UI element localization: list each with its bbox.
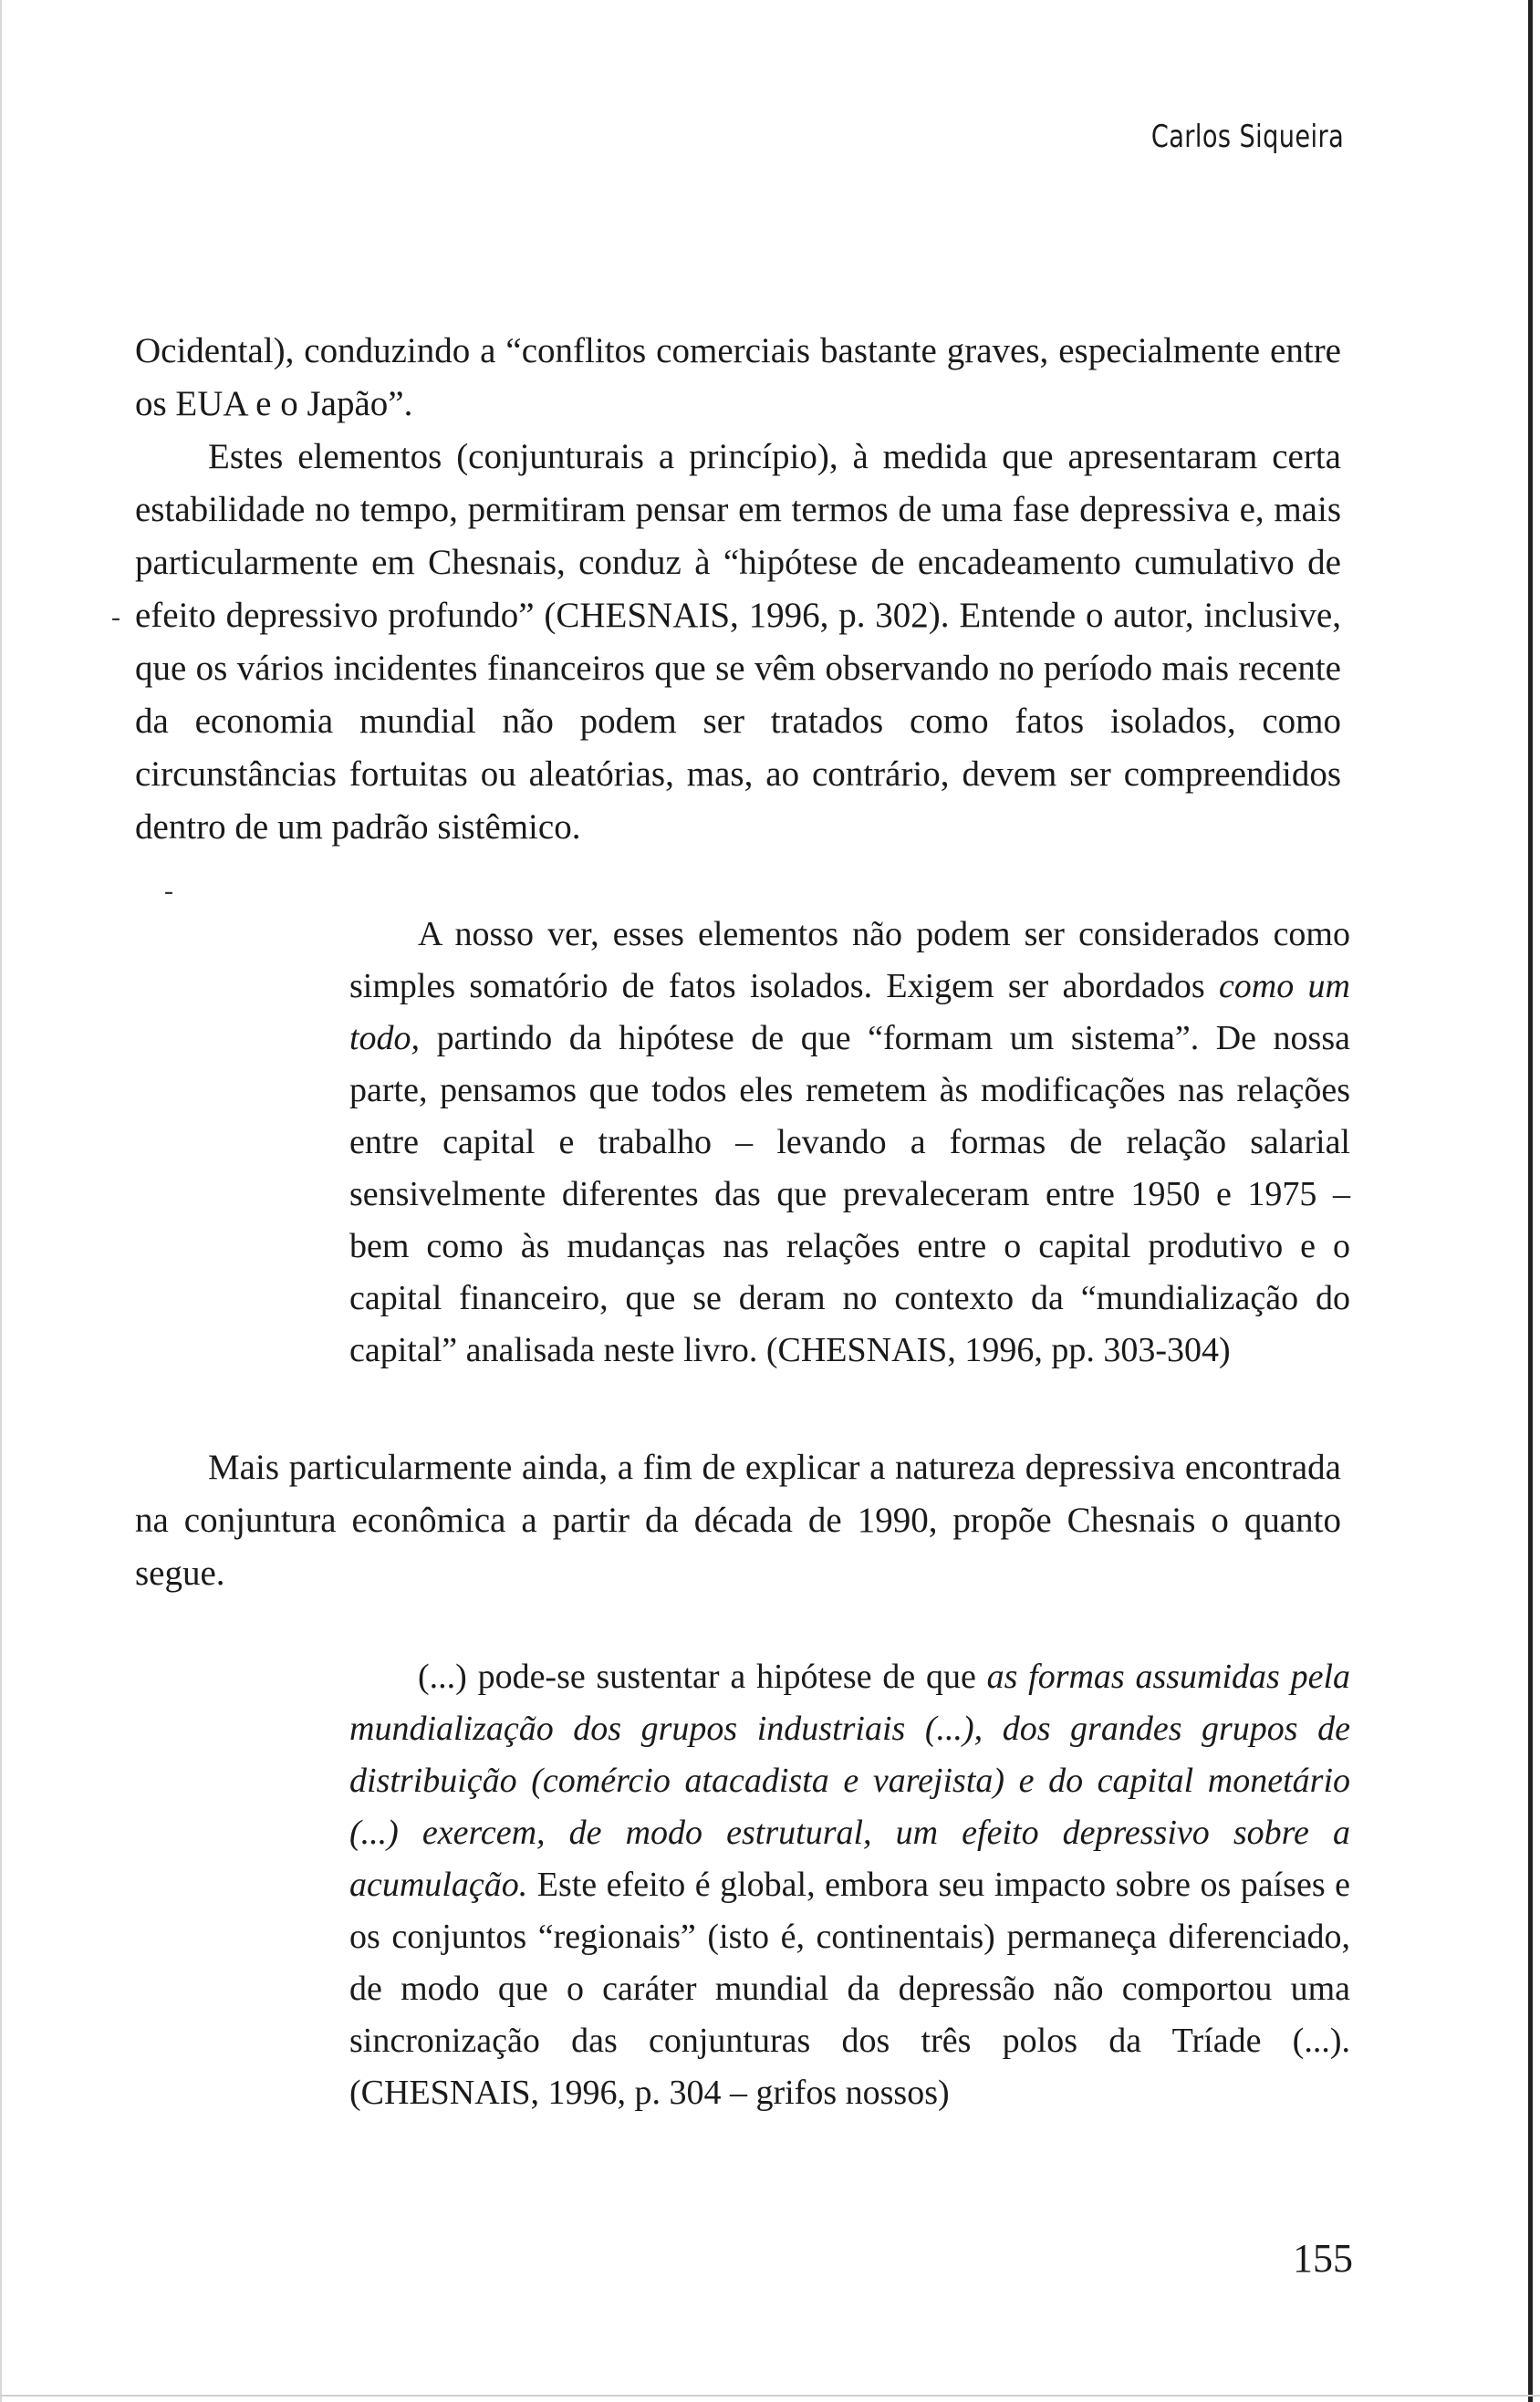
running-header-author: Carlos Siqueira [1150, 119, 1344, 155]
quote-1-text-start: A nosso ver, esses elementos não podem ser considerados como simples somatório de fatos isolados. Exigem ser abordados [349, 915, 1350, 1005]
quote-2-text-end: Este efeito é global, embora seu impacto sobre os países e os conjuntos “regionais” (isto é, continentais) permaneça diferenciado, de modo que o caráter mundial da depressão não comportou uma sincronização das conjunturas dos três polos da Tríade (...). (CHESNAIS, 1996, p. 304 – grifos nossos) [349, 1866, 1350, 2112]
block-quote-2 [349, 1651, 1350, 2119]
quote-2-text-start: (...) pode-se sustentar a hipótese de que [418, 1658, 987, 1696]
scan-edge-left [0, 0, 2, 2402]
block-quote-1 [349, 909, 1350, 1377]
quote-1-emphasis: como um todo, [349, 967, 1350, 1057]
page-number: 155 [1293, 2236, 1353, 2281]
quote-1-text-end: partindo da hipótese de que “formam um sistema”. De nossa parte, pensamos que todos eles remetem às modificações nas relações entre capital e trabalho – levando a formas de relação salarial sensivelmente diferentes das que prevaleceram entre 1950 e 1975 – bem como às mudanças nas relações entre o capital produtivo e o capital financeiro, que se deram no contexto da “mundialização do capital” analisada neste livro. (CHESNAIS, 1996, pp. 303-304) [349, 1019, 1350, 1369]
quote-2-emphasis: as formas assumidas pela mundialização dos grupos industriais (...), dos grandes grupos de distribuição (comércio atacadista e varejista) e do capital monetário (...) exercem, de modo estrutural, um efeito depressivo sobre a acumulação. [349, 1658, 1351, 1904]
paragraph-3: Mais particularmente ainda, a fim de explicar a natureza depressiva encontrada na conjuntura econômica a partir da década de 1990, propõe Chesnais o quanto segue. [135, 1448, 1341, 1593]
paragraph-2: Estes elementos (conjunturais a princípio), à medida que apresentaram certa estabilidade no tempo, permitiram pensar em termos de uma fase depressiva e, mais particularmente em Chesnais, conduz à “hipótese de encadeamento cumulativo de efeito depressivo profundo” (CHESNAIS, 1996, p. 302). Entende o autor, inclusive, que os vários incidentes financeiros que se vêm observando no período mais recente da economia mundial não podem ser tratados como fatos isolados, como circunstâncias fortuitas ou aleatórias, mas, ao contrário, devem ser compreendidos dentro de um padrão sistêmico. [135, 437, 1341, 847]
scan-edge-bottom [0, 2395, 1540, 2397]
paragraph-1: Ocidental), conduzindo a “conflitos comerciais bastante graves, especialmente entre os EUA e o Japão”. [135, 331, 1341, 423]
margin-mark: - [111, 602, 120, 632]
margin-mark: - [164, 876, 173, 906]
scan-edge-right [1528, 0, 1533, 2402]
